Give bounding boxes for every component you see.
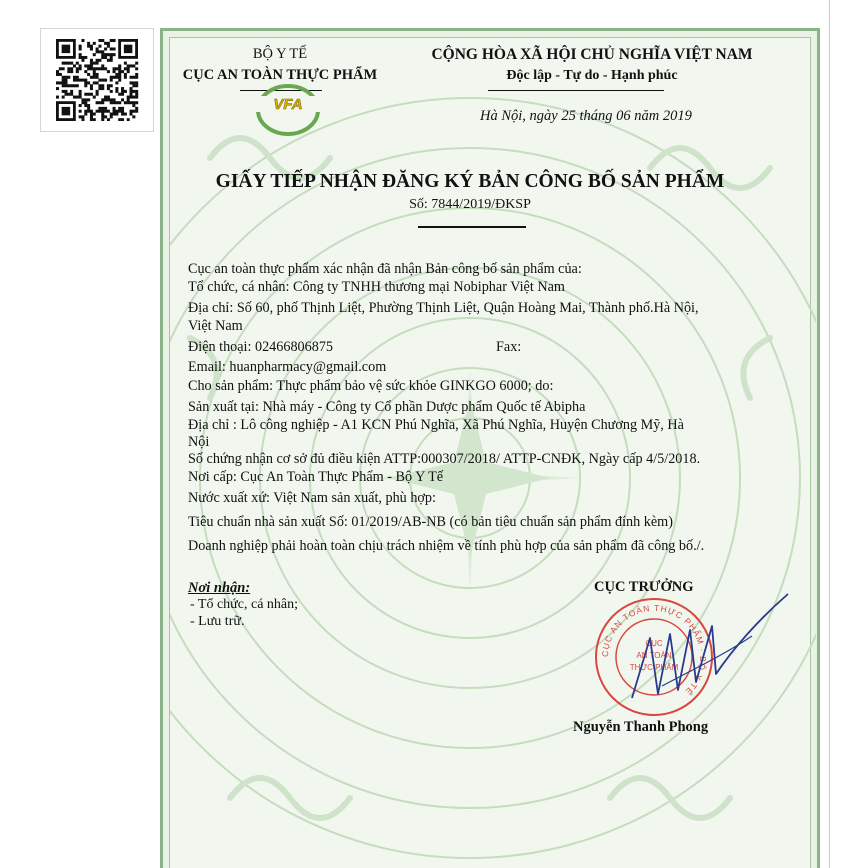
page-edge xyxy=(829,0,830,868)
certificate xyxy=(160,28,820,868)
phone-line: Điện thoại: 02466806875 xyxy=(188,339,334,355)
seal-center-text: AN TOÀN xyxy=(636,651,672,660)
origin-line: Nước xuất xứ: Việt Nam sản xuất, phù hợp: xyxy=(188,490,436,506)
intro-line: Cục an toàn thực phẩm xác nhận đã nhận Bản công bố sản phẩm của: xyxy=(188,261,582,277)
nation-title: CỘNG HÒA XÃ HỘI CHỦ NGHĨA VIỆT NAM xyxy=(431,46,753,63)
seal-center-text: THỰC PHẨM xyxy=(629,663,679,672)
vfa-logo xyxy=(248,78,328,136)
national-motto: Độc lập - Tự do - Hạnh phúc xyxy=(506,68,678,83)
issuer-line: Nơi cấp: Cục An Toàn Thực Phẩm - Bộ Y Tế xyxy=(188,469,444,485)
fax-label: Fax: xyxy=(496,339,522,355)
manufacturer-address-line-1: Địa chỉ : Lô công nghiệp - A1 KCN Phú Nghĩa, Xã Phú Nghĩa, Huyện Chương Mỹ, Hà xyxy=(188,417,684,433)
recipients-heading: Nơi nhận: xyxy=(188,580,251,596)
qr-code-pattern xyxy=(53,39,141,121)
document-number: Số: 7844/2019/ĐKSP xyxy=(409,197,531,212)
qr-code xyxy=(40,28,154,132)
ministry-name: BỘ Y TẾ xyxy=(252,46,308,62)
organization-line: Tổ chức, cá nhân: Công ty TNHH thương mại Nobiphar Việt Nam xyxy=(188,279,565,295)
signatory-title: CỤC TRƯỞNG xyxy=(594,579,694,595)
product-line: Cho sản phẩm: Thực phẩm bảo vệ sức khỏe GINKGO 6000; do: xyxy=(188,378,554,394)
certificate-line: Số chứng nhận cơ sở đủ điều kiện ATTP:000307/2018/ ATTP-CNĐK, Ngày cấp 4/5/2018. xyxy=(188,451,701,467)
red-seal xyxy=(596,599,712,715)
standard-line: Tiêu chuẩn nhà sản xuất Số: 01/2019/AB-NB (có bản tiêu chuẩn sản phẩm đính kèm) xyxy=(188,514,673,530)
motto-underline xyxy=(488,90,664,91)
seal-center-text: CỤC xyxy=(645,639,663,648)
responsibility-line: Doanh nghiệp phải hoàn toàn chịu trách nhiệm về tính phù hợp của sản phẩm đã công bố./. xyxy=(188,538,705,554)
address-line-1: Địa chỉ: Số 60, phố Thịnh Liệt, Phường Thịnh Liệt, Quận Hoàng Mai, Thành phố.Hà Nội, xyxy=(188,300,699,316)
signatory-name: Nguyễn Thanh Phong xyxy=(573,719,709,735)
vfa-logo-text: VFA xyxy=(273,96,303,113)
email-line: Email: huanpharmacy@gmail.com xyxy=(188,359,387,375)
recipient-item: - Lưu trữ. xyxy=(190,614,245,629)
title-underline xyxy=(418,226,526,228)
manufacturer-address-line-2: Nội xyxy=(188,434,210,450)
address-line-2: Việt Nam xyxy=(188,318,243,334)
official-stamp-and-signature xyxy=(592,590,792,720)
seal-ring-text: CỤC AN TOÀN THỰC PHẨM · BỘ Y TẾ xyxy=(599,602,709,698)
department-name: CỤC AN TOÀN THỰC PHẨM xyxy=(182,67,378,83)
issue-date: Hà Nội, ngày 25 tháng 06 năm 2019 xyxy=(480,108,692,124)
manufacturer-line: Sản xuất tại: Nhà máy - Công ty Cổ phần Dược phẩm Quốc tế Abipha xyxy=(188,399,586,415)
document-title: GIẤY TIẾP NHẬN ĐĂNG KÝ BẢN CÔNG BỐ SẢN PHẨM xyxy=(215,171,725,192)
recipient-item: - Tổ chức, cá nhân; xyxy=(190,597,299,612)
